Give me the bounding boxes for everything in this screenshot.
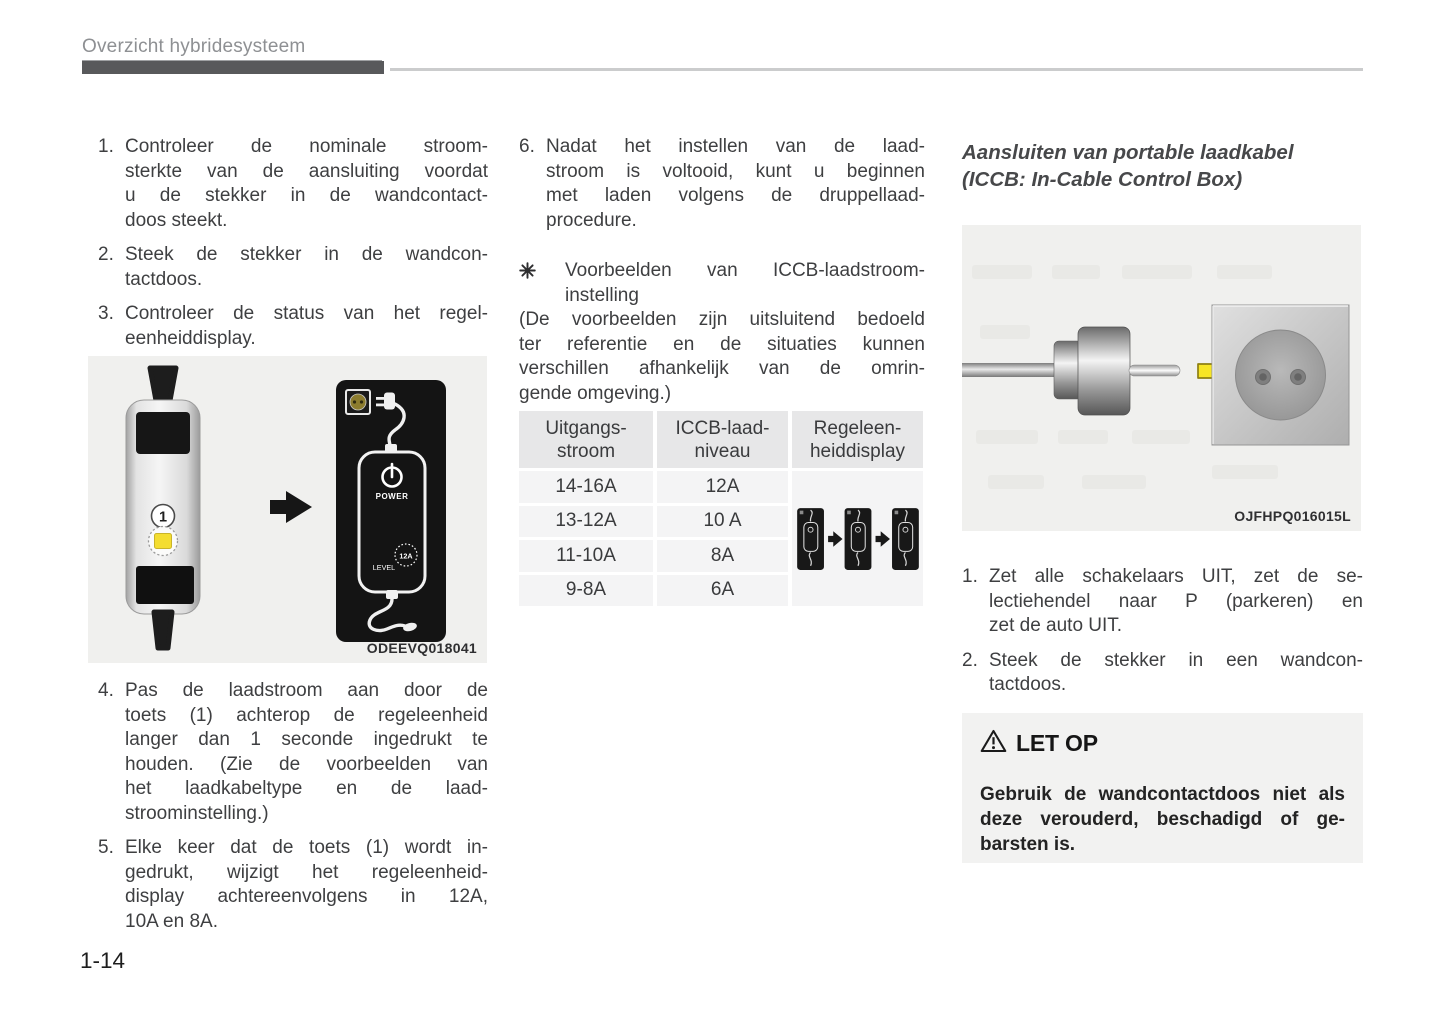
list-item — [519, 135, 925, 233]
table-cell: 6A — [657, 575, 788, 607]
figure-plug-wall-socket — [962, 225, 1361, 531]
level-label: LEVEL — [372, 563, 396, 572]
caution-box — [962, 713, 1363, 863]
caution-title-row — [980, 729, 1345, 758]
mini-panel — [844, 508, 871, 570]
note-body: (De voorbeelden zijn uitsluitend bedoeld ter referentie en de situaties kunnen verschillen afhankelijk van de omrin- gende omgeving.) — [519, 309, 925, 404]
figure-caption: OJFHPQ016015L — [1234, 508, 1351, 524]
list-item-number: 2. — [98, 244, 114, 265]
list-item-text: Pas de laadstroom aan door de toets (1) achterop de regeleenheid langer dan 1 seconde ingedrukt te houden. (Zie de voorbeelden van het laadkabeltype en de laad- stroominstelling.) — [125, 680, 488, 824]
left-column-steps-top — [98, 135, 488, 351]
note-row — [519, 259, 925, 308]
display-sequence-illustration — [797, 506, 919, 572]
control-box-diagram-panel — [336, 380, 446, 642]
callout-number: 1 — [158, 509, 168, 526]
page-number: 1-14 — [80, 948, 126, 973]
mini-panel — [892, 508, 919, 570]
table-cell: 10 A — [657, 506, 788, 538]
list-item-text: Steek de stekker in een wandcon- tactdoos. — [989, 649, 1363, 695]
table-cell: 9-8A — [519, 575, 653, 607]
warning-icon — [980, 729, 1007, 758]
right-column-steps — [962, 565, 1363, 698]
figure-iccb-control-box — [88, 356, 487, 663]
power-label: POWER — [375, 492, 409, 501]
table-cell: 13-12A — [519, 506, 653, 538]
header-rule — [390, 68, 1363, 71]
page-title: Overzicht hybridesysteem — [82, 36, 382, 62]
table-cell: 11-10A — [519, 540, 653, 572]
middle-column — [519, 135, 925, 606]
list-item-number: 2. — [962, 649, 978, 671]
table-cell: 12A — [657, 471, 788, 503]
list-item-text: Controleer de status van het regel- eenheiddisplay. — [125, 303, 488, 349]
table-cell: 14-16A — [519, 471, 653, 503]
mini-panel — [797, 508, 824, 570]
list-item-text: Elke keer dat de toets (1) wordt in- gedrukt, wijzigt het regeleenheid- display achtereenvolgens in 12A, 10A en 8A. — [125, 837, 488, 932]
list-item-text: Nadat het instellen van de laad- stroom is voltooid, kunt u beginnen met laden volgens de druppellaad- procedure. — [546, 136, 925, 231]
wall-socket — [1212, 305, 1349, 445]
list-item-number: 5. — [98, 837, 114, 858]
table-header-uitgangsstroom: Uitgangs- stroom — [519, 411, 653, 468]
iccb-charge-table — [519, 411, 923, 606]
list-item-number: 1. — [962, 566, 978, 587]
list-item-text: Controleer de nominale stroom- sterkte van de aansluiting voordat u de stekker in de wandcontact- doos steekt. — [125, 136, 488, 231]
caution-text: Gebruik de wandcontactdoos niet als deze verouderd, beschadigd of ge- barsten is. — [980, 784, 1345, 855]
note-title: Voorbeelden van ICCB-laadstroom- instelling — [565, 260, 925, 306]
plug-socket-illustration — [962, 225, 1361, 531]
control-box-device — [126, 368, 200, 648]
list-item-number: 1. — [98, 136, 114, 157]
list-item-number: 3. — [98, 303, 114, 324]
header-bar — [82, 61, 384, 74]
list-item — [98, 836, 488, 934]
table-header-iccb-laadniveau: ICCB-laad- niveau — [657, 411, 788, 468]
list-item — [98, 243, 488, 292]
table-header-regeleenheiddisplay: Regeleen- heiddisplay — [792, 411, 923, 468]
reference-asterisk-icon — [519, 259, 565, 308]
list-item — [98, 302, 488, 351]
iccb-control-box-illustration — [88, 356, 487, 663]
list-item — [98, 679, 488, 826]
list-item-number: 6. — [519, 136, 535, 157]
figure-caption: ODEEVQ018041 — [366, 640, 477, 656]
list-item — [962, 565, 1363, 639]
current-select-button — [155, 534, 172, 549]
caution-title: LET OP — [1016, 730, 1098, 756]
list-item-text: Steek de stekker in de wandcon- tactdoos. — [125, 244, 488, 290]
left-column-steps-bottom — [98, 679, 488, 934]
list-item-text: Zet alle schakelaars UIT, zet de se- lectiehendel naar P (parkeren) en zet de auto UIT. — [989, 566, 1363, 636]
table-cell: 8A — [657, 540, 788, 572]
list-item — [98, 135, 488, 233]
list-item — [962, 649, 1363, 698]
section-heading: Aansluiten van portable laadkabel (ICCB: In-Cable Control Box) — [962, 141, 1294, 191]
list-item-number: 4. — [98, 680, 114, 701]
level-value: 12A — [399, 551, 413, 561]
regeleenheid-display-cell — [792, 471, 923, 606]
socket-icon — [350, 394, 366, 410]
